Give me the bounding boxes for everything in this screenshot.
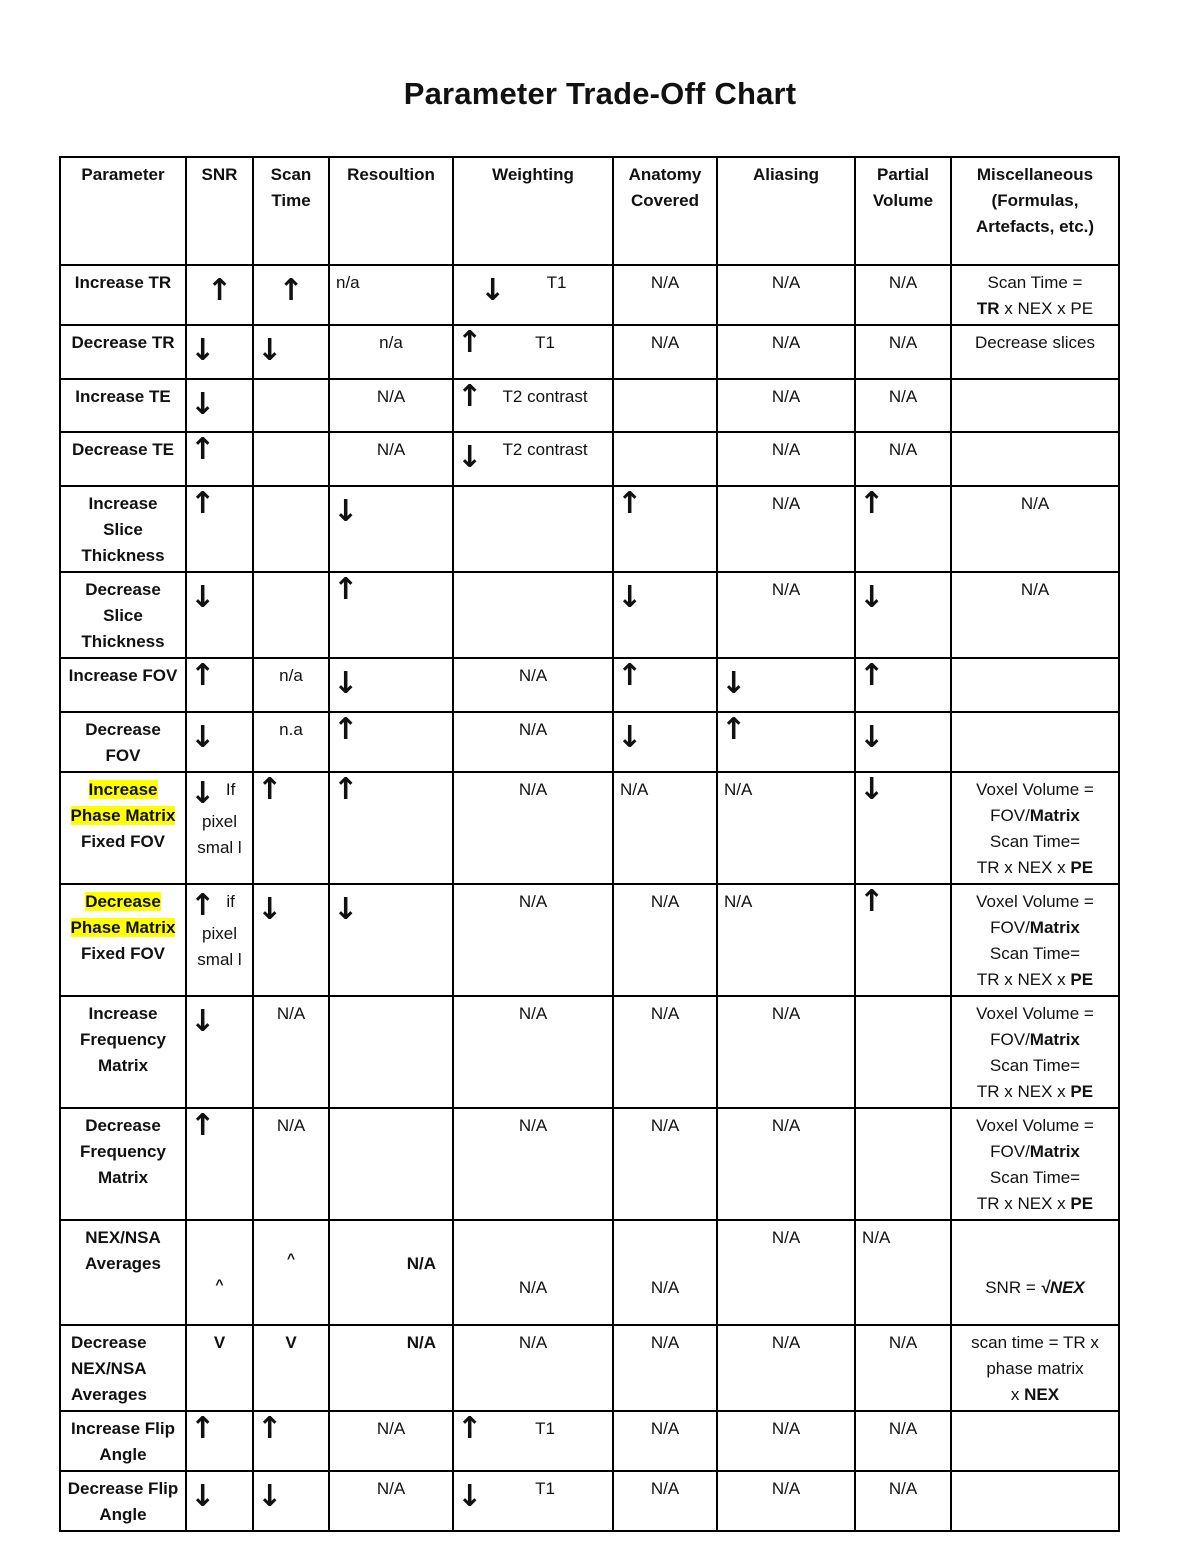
misc-text: FOV/ [990,806,1030,825]
aliasing-cell: N/A [717,1108,855,1220]
table-row [60,325,1119,379]
misc-line: Scan Time= [989,1056,1081,1075]
resolution-cell [329,884,453,996]
weighting-cell: N/A [453,772,613,884]
table-row [60,572,1119,658]
up-arrow-icon: ↑ [721,712,747,747]
misc-cell: N/A [951,486,1119,572]
up-arrow-icon: ↑ [457,379,483,414]
header-weighting: Weighting [453,157,613,265]
resolution-cell [329,712,453,772]
aliasing-cell: N/A [717,1220,855,1325]
param-subtext: Fixed FOV [80,944,166,963]
snr-cell [186,772,253,884]
anatomy-cell [613,712,717,772]
resolution-cell: N/A [329,432,453,486]
down-arrow-icon: ↓ [190,1479,216,1514]
vee-down-icon: V [213,1333,226,1352]
scan-time-cell [253,1411,329,1471]
snr-cell [186,658,253,712]
misc-line [958,1139,1112,1165]
misc-bold: TR [976,299,1000,318]
param-cell: Increase FOV [60,658,186,712]
weighting-cell [453,379,613,432]
table-row [60,1325,1119,1411]
misc-bold: NEX [1024,1385,1060,1404]
table-row [60,772,1119,884]
partial-volume-cell: N/A [855,1325,951,1411]
aliasing-cell: N/A [717,1325,855,1411]
misc-line: Voxel Volume = [976,1116,1094,1135]
partial-volume-cell [855,658,951,712]
resolution-cell: N/A [329,1325,453,1411]
misc-cell [951,884,1119,996]
weighting-cell [453,1220,613,1325]
down-arrow-icon: ↓ [190,776,216,811]
weighting-cell [453,572,613,658]
header-resolution: Resoultion [329,157,453,265]
resolution-cell: n/a [329,325,453,379]
aliasing-cell: N/A [717,1471,855,1531]
param-cell [60,772,186,884]
aliasing-cell: N/A [717,379,855,432]
snr-note: if pixel smal l [197,892,242,969]
vee-down-icon: V [285,1333,297,1352]
aliasing-cell: N/A [717,884,855,996]
up-arrow-icon: ↑ [206,273,233,308]
table-row [60,658,1119,712]
param-cell: Decrease Frequency Matrix [60,1108,186,1220]
misc-bold: PE [1070,1194,1094,1213]
snr-cell [186,1471,253,1531]
misc-line: phase matrix [986,1359,1084,1378]
down-arrow-icon: ↓ [859,720,885,755]
misc-cell [951,432,1119,486]
table-row [60,432,1119,486]
param-cell: Decrease FOV [60,712,186,772]
param-cell: Increase Flip Angle [60,1411,186,1471]
table-row [60,884,1119,996]
misc-line [958,1079,1112,1105]
misc-text: FOV/ [990,1142,1030,1161]
param-cell: Increase Slice Thickness [60,486,186,572]
param-cell: Decrease NEX/NSA Averages [60,1325,186,1411]
partial-volume-cell: N/A [855,1471,951,1531]
misc-text: SNR = [985,1278,1041,1297]
down-arrow-icon: ↓ [190,720,216,755]
anatomy-cell: N/A [613,1411,717,1471]
partial-volume-cell [855,712,951,772]
misc-line: scan time = TR x [971,1333,1099,1352]
snr-note: If pixel smal l [197,780,242,857]
misc-cell [951,1220,1119,1325]
weighting-cell: N/A [453,996,613,1108]
misc-line [958,1191,1112,1217]
up-arrow-icon: ↑ [859,658,885,693]
misc-line [958,1382,1112,1408]
down-arrow-icon: ↓ [617,580,643,615]
misc-bold: Matrix [1029,918,1080,937]
down-arrow-icon: ↓ [190,580,216,615]
partial-volume-cell: N/A [855,1411,951,1471]
anatomy-cell [613,432,717,486]
snr-cell [186,432,253,486]
anatomy-cell: N/A [613,996,717,1108]
up-arrow-icon: ↑ [257,1411,283,1446]
misc-line: Voxel Volume = [976,892,1094,911]
caret-up-icon: ^ [286,1250,296,1266]
down-arrow-icon: ↓ [859,772,885,807]
header-partial-volume: Partial Volume [855,157,951,265]
scan-time-cell [253,1471,329,1531]
aliasing-cell: N/A [717,572,855,658]
down-arrow-icon: ↓ [333,494,359,529]
partial-volume-cell [855,572,951,658]
scan-time-cell [253,432,329,486]
up-arrow-icon: ↑ [190,432,216,467]
resolution-cell [329,486,453,572]
param-cell: Decrease Flip Angle [60,1471,186,1531]
down-arrow-icon: ↓ [190,1004,216,1039]
param-cell [60,884,186,996]
scan-time-cell [253,772,329,884]
misc-line [958,855,1112,881]
page-title: Parameter Trade-Off Chart [403,76,797,111]
resolution-cell [329,772,453,884]
misc-cell: N/A [951,572,1119,658]
anatomy-cell: N/A [613,1108,717,1220]
anatomy-cell [613,379,717,432]
partial-volume-cell [855,772,951,884]
param-cell: Increase Frequency Matrix [60,996,186,1108]
scan-time-cell: N/A [253,996,329,1108]
header-anatomy-covered: Anatomy Covered [613,157,717,265]
misc-cell [951,658,1119,712]
highlighted-param: Decrease Phase Matrix [70,892,176,937]
snr-cell [186,712,253,772]
scan-time-cell [253,1220,329,1325]
snr-cell [186,1411,253,1471]
partial-volume-cell: N/A [855,432,951,486]
misc-text: x NEX x PE [999,299,1094,318]
misc-text: TR x NEX x [976,970,1071,989]
misc-cell [951,712,1119,772]
down-arrow-icon: ↓ [257,892,283,927]
weighting-cell: N/A [453,658,613,712]
misc-text: x [1010,1385,1025,1404]
down-arrow-icon: ↓ [190,333,216,368]
anatomy-cell [613,1220,717,1325]
scan-time-cell [253,379,329,432]
misc-cell [951,1411,1119,1471]
param-cell: NEX/NSA Averages [60,1220,186,1325]
snr-cell [186,265,253,325]
up-arrow-icon: ↑ [190,658,216,693]
table-row [60,486,1119,572]
misc-cell [951,265,1119,325]
scan-time-cell [253,1325,329,1411]
resolution-cell: N/A [329,1411,453,1471]
trade-off-table [59,156,1120,1532]
misc-line: Voxel Volume = [976,1004,1094,1023]
header-miscellaneous: Miscellaneous (Formulas, Artefacts, etc.) [951,157,1119,265]
header-row [60,157,1119,265]
up-arrow-icon: ↑ [278,273,304,308]
misc-line [958,1027,1112,1053]
resolution-text: N/A [406,1254,436,1273]
table-row [60,1108,1119,1220]
up-arrow-icon: ↑ [190,486,216,521]
table-row [60,1471,1119,1531]
snr-cell [186,325,253,379]
up-arrow-icon: ↑ [859,884,885,919]
misc-bold: PE [1070,970,1094,989]
anatomy-cell [613,486,717,572]
param-cell: Decrease TR [60,325,186,379]
snr-cell [186,379,253,432]
down-arrow-icon: ↓ [457,1479,483,1514]
param-cell: Decrease Slice Thickness [60,572,186,658]
partial-volume-cell: N/A [855,265,951,325]
scan-time-cell: N/A [253,1108,329,1220]
anatomy-cell: N/A [613,884,717,996]
misc-line [958,915,1112,941]
weighting-text: N/A [518,1278,548,1297]
up-arrow-icon: ↑ [190,888,216,923]
misc-cell [951,1108,1119,1220]
weighting-cell: N/A [453,1108,613,1220]
up-arrow-icon: ↑ [617,486,643,521]
misc-text: FOV/ [990,918,1030,937]
highlighted-param: Increase Phase Matrix [70,780,176,825]
weighting-cell [453,325,613,379]
up-arrow-icon: ↑ [859,486,885,521]
misc-bold: PE [1070,1082,1094,1101]
weighting-cell: N/A [453,1325,613,1411]
misc-bold: Matrix [1029,806,1080,825]
partial-volume-cell [855,486,951,572]
misc-line: Voxel Volume = [976,780,1094,799]
param-cell: Decrease TE [60,432,186,486]
up-arrow-icon: ↑ [190,1108,216,1143]
header-scan-time: Scan Time [253,157,329,265]
weighting-cell [453,432,613,486]
aliasing-cell: N/A [717,432,855,486]
misc-line: Scan Time= [989,944,1081,963]
aliasing-cell: N/A [717,486,855,572]
up-arrow-icon: ↑ [257,772,283,807]
misc-cell [951,772,1119,884]
down-arrow-icon: ↓ [480,273,506,308]
table-row [60,996,1119,1108]
misc-line: Scan Time= [989,1168,1081,1187]
aliasing-cell: N/A [717,1411,855,1471]
resolution-cell [329,658,453,712]
up-arrow-icon: ↑ [457,325,483,360]
param-cell: Increase TR [60,265,186,325]
weighting-text: T2 contrast [502,440,588,459]
scan-time-cell: n.a [253,712,329,772]
scan-time-cell: n/a [253,658,329,712]
misc-text: TR x NEX x [976,858,1071,877]
weighting-text: T1 [535,333,555,352]
snr-cell [186,1220,253,1325]
misc-line [958,803,1112,829]
table-row [60,1220,1119,1325]
weighting-text: T1 [546,273,567,292]
resolution-cell [329,572,453,658]
header-parameter: Parameter [60,157,186,265]
down-arrow-icon: ↓ [257,333,283,368]
weighting-cell [453,1471,613,1531]
misc-bold: PE [1070,858,1094,877]
snr-cell [186,884,253,996]
down-arrow-icon: ↓ [333,666,359,701]
down-arrow-icon: ↓ [859,580,885,615]
misc-bold: Matrix [1029,1142,1080,1161]
misc-line [958,1275,1112,1301]
weighting-text: T1 [535,1479,555,1498]
partial-volume-cell: N/A [855,379,951,432]
anatomy-text: N/A [650,1278,680,1297]
misc-cell: Decrease slices [951,325,1119,379]
resolution-cell: N/A [329,379,453,432]
partial-volume-cell: N/A [855,1220,951,1325]
header-snr: SNR [186,157,253,265]
table-row [60,1411,1119,1471]
caret-up-icon: ^ [215,1276,224,1292]
anatomy-cell: N/A [613,1325,717,1411]
resolution-cell [329,996,453,1108]
up-arrow-icon: ↑ [333,572,359,607]
snr-cell [186,996,253,1108]
resolution-cell: n/a [329,265,453,325]
table-row [60,379,1119,432]
up-arrow-icon: ↑ [333,772,359,807]
up-arrow-icon: ↑ [190,1411,216,1446]
misc-bold: √NEX [1040,1278,1085,1297]
scan-time-cell [253,572,329,658]
misc-text: TR x NEX x [976,1194,1071,1213]
misc-bold: Matrix [1029,1030,1080,1049]
down-arrow-icon: ↓ [333,892,359,927]
anatomy-cell [613,572,717,658]
misc-line: Scan Time = [987,273,1083,292]
weighting-cell [453,486,613,572]
weighting-cell [453,265,613,325]
down-arrow-icon: ↓ [257,1479,283,1514]
aliasing-cell: N/A [717,325,855,379]
scan-time-cell [253,325,329,379]
up-arrow-icon: ↑ [617,658,643,693]
param-cell: Increase TE [60,379,186,432]
weighting-cell: N/A [453,712,613,772]
partial-volume-cell: N/A [855,325,951,379]
scan-time-cell [253,265,329,325]
up-arrow-icon: ↑ [333,712,359,747]
table-row [60,712,1119,772]
table-row [60,265,1119,325]
aliasing-cell [717,658,855,712]
resolution-cell [329,1108,453,1220]
aliasing-cell: N/A [717,996,855,1108]
misc-text: TR x NEX x [976,1082,1071,1101]
partial-volume-cell [855,1108,951,1220]
weighting-text: T1 [535,1419,555,1438]
aliasing-cell: N/A [717,265,855,325]
anatomy-cell: N/A [613,265,717,325]
anatomy-cell [613,658,717,712]
aliasing-cell: N/A [717,772,855,884]
anatomy-cell: N/A [613,325,717,379]
misc-text: FOV/ [990,1030,1030,1049]
snr-cell [186,486,253,572]
weighting-cell [453,1411,613,1471]
partial-volume-cell [855,884,951,996]
scan-time-cell [253,486,329,572]
up-arrow-icon: ↑ [457,1411,483,1446]
resolution-cell: N/A [329,1471,453,1531]
down-arrow-icon: ↓ [721,666,747,701]
snr-cell [186,1325,253,1411]
weighting-cell: N/A [453,884,613,996]
misc-cell [951,379,1119,432]
down-arrow-icon: ↓ [190,387,216,422]
snr-cell [186,572,253,658]
resolution-cell [329,1220,453,1325]
down-arrow-icon: ↓ [617,720,643,755]
weighting-text: T2 contrast [502,387,588,406]
snr-cell [186,1108,253,1220]
header-aliasing: Aliasing [717,157,855,265]
anatomy-cell: N/A [613,772,717,884]
partial-volume-cell [855,996,951,1108]
down-arrow-icon: ↓ [457,440,483,475]
anatomy-cell: N/A [613,1471,717,1531]
param-subtext: Fixed FOV [80,832,166,851]
aliasing-cell [717,712,855,772]
misc-cell [951,996,1119,1108]
scan-time-cell [253,884,329,996]
misc-cell [951,1471,1119,1531]
misc-line: Scan Time= [989,832,1081,851]
misc-cell [951,1325,1119,1411]
misc-line [958,967,1112,993]
